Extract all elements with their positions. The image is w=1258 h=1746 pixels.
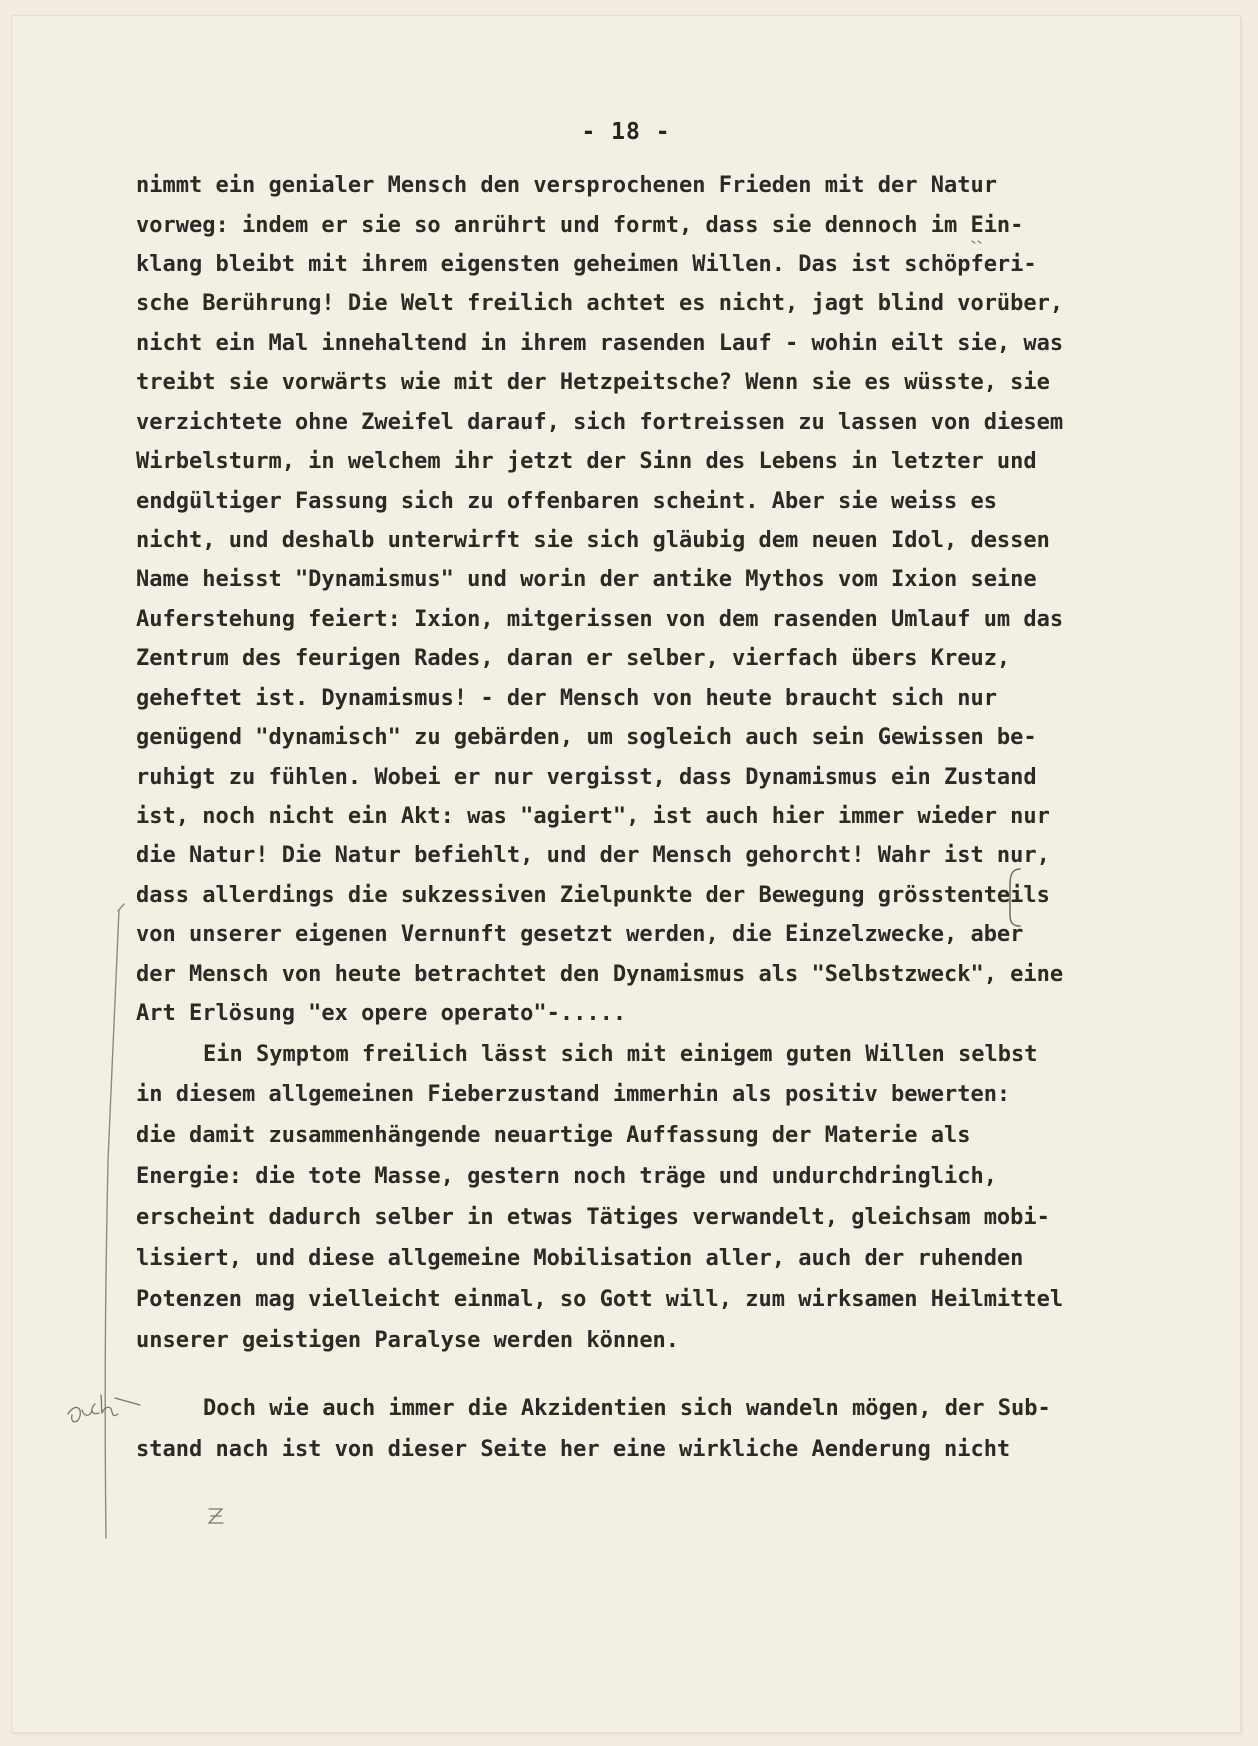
text-line: Auferstehung feiert: Ixion, mitgerissen von dem rasenden Umlauf um das bbox=[136, 607, 1064, 632]
text-line: sche Berührung! Die Welt freilich achtet es nicht, jagt blind vorüber, bbox=[136, 291, 1064, 316]
text-line: die Natur! Die Natur befiehlt, und der Mensch gehorcht! Wahr ist nur, bbox=[136, 843, 1050, 868]
text-line: klang bleibt mit ihrem eigensten geheimen Willen. Das ist schöpferi- bbox=[136, 252, 1037, 277]
text-line: der Mensch von heute betrachtet den Dynamismus als "Selbstzweck", eine bbox=[136, 962, 1064, 987]
page-number: - 18 - bbox=[581, 119, 671, 145]
text-line: endgültiger Fassung sich zu offenbaren scheint. Aber sie weiss es bbox=[136, 489, 997, 514]
text-line: nimmt ein genialer Mensch den versprochenen Frieden mit der Natur bbox=[136, 173, 997, 198]
text-line: ist, noch nicht ein Akt: was "agiert", ist auch hier immer wieder nur bbox=[136, 804, 1050, 829]
text-line: Name heisst "Dynamismus" und worin der antike Mythos vom Ixion seine bbox=[136, 567, 1037, 592]
text-line: nicht ein Mal innehaltend in ihrem rasenden Lauf - wohin eilt sie, was bbox=[136, 331, 1064, 356]
text-line: Ein Symptom freilich lässt sich mit einigem guten Willen selbst bbox=[203, 1042, 1038, 1067]
text-line: die damit zusammenhängende neuartige Auffassung der Materie als bbox=[136, 1123, 971, 1148]
text-line: nicht, und deshalb unterwirft sie sich gläubig dem neuen Idol, dessen bbox=[136, 528, 1050, 553]
text-line: genügend "dynamisch" zu gebärden, um sogleich auch sein Gewissen be- bbox=[136, 725, 1037, 750]
text-line: erscheint dadurch selber in etwas Tätiges verwandelt, gleichsam mobi- bbox=[136, 1205, 1050, 1230]
text-line: lisiert, und diese allgemeine Mobilisation aller, auch der ruhenden bbox=[136, 1246, 1024, 1271]
text-line: vorweg: indem er sie so anrührt und formt, dass sie dennoch im Ein- bbox=[136, 213, 1024, 238]
text-line: von unserer eigenen Vernunft gesetzt werden, die Einzelzwecke, aber bbox=[136, 922, 1024, 947]
text-line: dass allerdings die sukzessiven Zielpunkte der Bewegung grösstenteils bbox=[136, 883, 1050, 908]
text-line: Energie: die tote Masse, gestern noch träge und undurchdringlich, bbox=[136, 1164, 997, 1189]
text-line: verzichtete ohne Zweifel darauf, sich fortreissen zu lassen von diesem bbox=[136, 410, 1064, 435]
text-line: Doch wie auch immer die Akzidentien sich wandeln mögen, der Sub- bbox=[203, 1396, 1051, 1421]
text-line: Potenzen mag vielleicht einmal, so Gott will, zum wirksamen Heilmittel bbox=[136, 1287, 1064, 1312]
text-line: Wirbelsturm, in welchem ihr jetzt der Sinn des Lebens in letzter und bbox=[136, 449, 1037, 474]
text-line: stand nach ist von dieser Seite her eine wirkliche Aenderung nicht bbox=[136, 1437, 1011, 1462]
text-line: unserer geistigen Paralyse werden können. bbox=[136, 1328, 680, 1353]
text-line: Zentrum des feurigen Rades, daran er selber, vierfach übers Kreuz, bbox=[136, 646, 1011, 671]
text-line: Art Erlösung "ex opere operato"-..... bbox=[136, 1001, 627, 1026]
text-line: in diesem allgemeinen Fieberzustand immerhin als positiv bewerten: bbox=[136, 1082, 1011, 1107]
text-line: treibt sie vorwärts wie mit der Hetzpeitsche? Wenn sie es wüsste, sie bbox=[136, 370, 1050, 395]
text-line: geheftet ist. Dynamismus! - der Mensch von heute braucht sich nur bbox=[136, 686, 997, 711]
text-line: ruhigt zu fühlen. Wobei er nur vergisst, dass Dynamismus ein Zustand bbox=[136, 765, 1037, 790]
